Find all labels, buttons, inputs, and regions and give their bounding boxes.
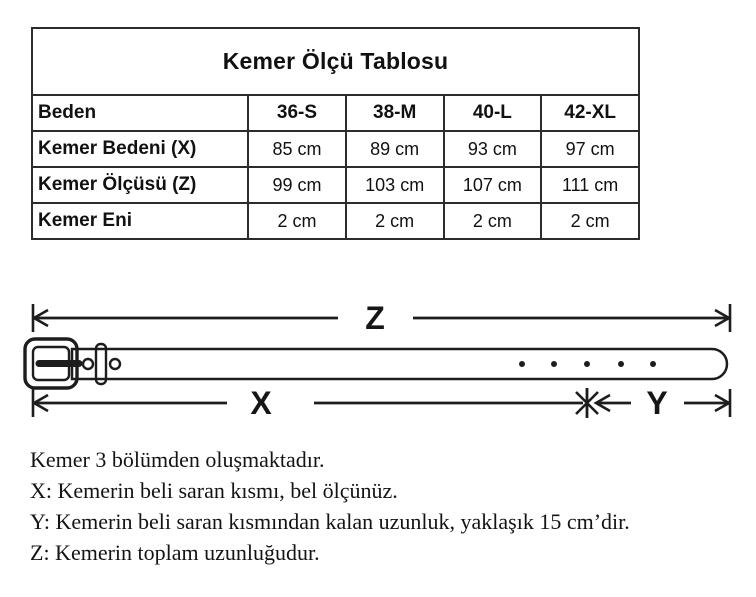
strap-hole xyxy=(83,359,93,369)
size-col-40l: 40-L xyxy=(444,95,542,131)
value-cell: 85 cm xyxy=(248,131,346,167)
y-label: Y xyxy=(646,385,668,421)
table-row-belt-length-z xyxy=(32,167,639,203)
x-label: X xyxy=(250,385,272,421)
table-header-row xyxy=(32,95,639,131)
row-label-kemer-bedeni: Kemer Bedeni (X) xyxy=(32,131,248,167)
table-title-row xyxy=(32,28,639,95)
value-cell: 103 cm xyxy=(346,167,444,203)
value-cell: 93 cm xyxy=(444,131,542,167)
belt-measurement-diagram xyxy=(0,285,756,435)
table-title: Kemer Ölçü Tablosu xyxy=(32,28,639,95)
z-label: Z xyxy=(365,300,385,336)
value-cell: 2 cm xyxy=(541,203,639,239)
table-row-belt-width xyxy=(32,203,639,239)
row-label-kemer-eni: Kemer Eni xyxy=(32,203,248,239)
value-cell: 111 cm xyxy=(541,167,639,203)
value-cell: 2 cm xyxy=(248,203,346,239)
size-col-36s: 36-S xyxy=(248,95,346,131)
value-cell: 107 cm xyxy=(444,167,542,203)
value-cell: 2 cm xyxy=(346,203,444,239)
note-line-y: Y: Kemerin beli saran kısmından kalan uzunluk, yaklaşık 15 cm’dir. xyxy=(30,509,630,534)
value-cell: 97 cm xyxy=(541,131,639,167)
dimension-line-y xyxy=(596,385,730,421)
belt-buckle xyxy=(25,339,120,388)
strap-hole xyxy=(110,359,120,369)
header-beden: Beden xyxy=(32,95,248,131)
table-row-belt-size-x xyxy=(32,131,639,167)
note-line-intro: Kemer 3 bölümden oluşmaktadır. xyxy=(30,447,325,472)
row-label-kemer-olcusu: Kemer Ölçüsü (Z) xyxy=(32,167,248,203)
dimension-line-z xyxy=(33,300,730,336)
belt-holes xyxy=(519,361,656,367)
measurement-notes xyxy=(30,444,746,568)
belt-size-table xyxy=(31,27,640,240)
value-cell: 99 cm xyxy=(248,167,346,203)
value-cell: 89 cm xyxy=(346,131,444,167)
size-col-42xl: 42-XL xyxy=(541,95,639,131)
dimension-line-x xyxy=(33,385,583,421)
belt-strap xyxy=(72,349,727,379)
size-col-38m: 38-M xyxy=(346,95,444,131)
note-line-z: Z: Kemerin toplam uzunluğudur. xyxy=(30,540,320,565)
note-line-x: X: Kemerin beli saran kısmı, bel ölçünüz. xyxy=(30,478,398,503)
value-cell: 2 cm xyxy=(444,203,542,239)
